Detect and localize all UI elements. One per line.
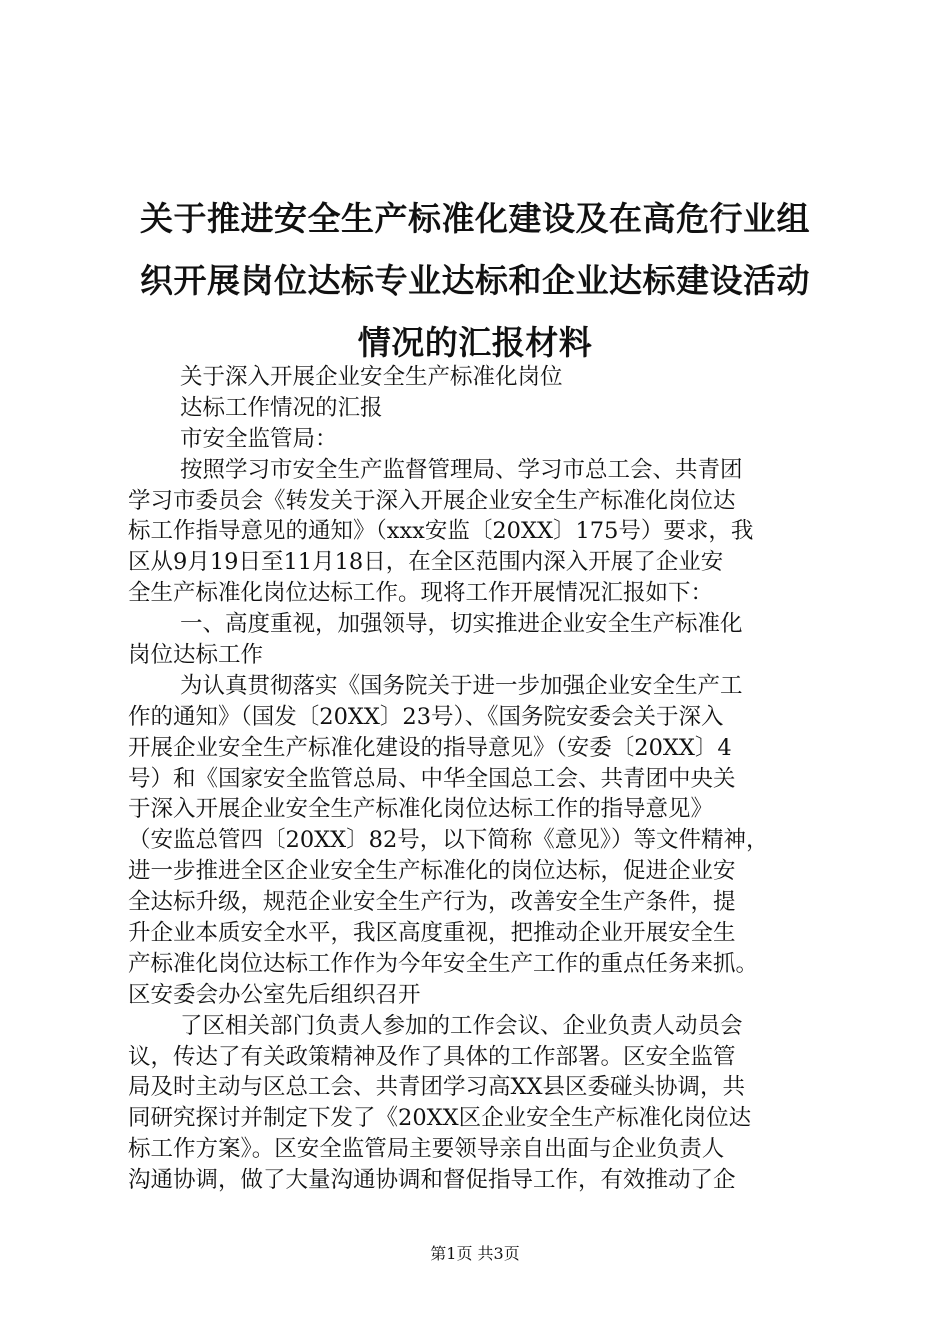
body-line: 市安全监管局：: [180, 425, 338, 452]
body-line: 区从9月19日至11月18日，在全区范围内深入开展了企业安: [128, 549, 724, 576]
body-line: 全生产标准化岗位达标工作。现将工作开展情况汇报如下：: [128, 580, 714, 607]
title-line: 关于推进安全生产标准化建设及在高危行业组: [140, 199, 810, 238]
body-line: 按照学习市安全生产监督管理局、学习市总工会、共青团: [180, 456, 743, 483]
body-line: 进一步推进全区企业安全生产标准化的岗位达标，促进企业安: [128, 858, 736, 885]
body-line: 标工作指导意见的通知》（xxx安监〔20XX〕175号）要求，我: [128, 518, 754, 545]
body-line: 于深入开展企业安全生产标准化岗位达标工作的指导意见》: [128, 796, 714, 823]
body-line: 岗位达标工作: [128, 642, 264, 669]
body-line: 号）和《国家安全监管总局、中华全国总工会、共青团中央关: [128, 765, 736, 792]
body-line: 升企业本质安全水平，我区高度重视，把推动企业开展安全生: [128, 920, 736, 947]
body-line: 了区相关部门负责人参加的工作会议、企业负责人动员会: [180, 1012, 743, 1039]
body-line: （安监总管四〔20XX〕82号，以下简称《意见》）等文件精神，: [128, 827, 769, 854]
page-footer: 第1页 共3页: [430, 1244, 520, 1263]
body-line: 标工作方案》。区安全监管局主要领导亲自出面与企业负责人: [128, 1136, 725, 1163]
title-line: 织开展岗位达标专业达标和企业达标建设活动: [140, 261, 810, 300]
body-line: 作的通知》（国发〔20XX〕23号）、《国务院安委会关于深入: [128, 703, 724, 730]
body-line: 区安委会办公室先后组织召开: [128, 981, 421, 1008]
title-line: 情况的汇报材料: [357, 323, 593, 362]
body-line: 沟通协调，做了大量沟通协调和督促指导工作，有效推动了企: [128, 1167, 736, 1194]
body-line: 产标准化岗位达标工作作为今年安全生产工作的重点任务来抓。: [128, 950, 759, 977]
body-line: 局及时主动与区总工会、共青团学习高XX县区委碰头协调，共: [128, 1074, 746, 1101]
body-line: 一、高度重视，加强领导，切实推进企业安全生产标准化: [180, 611, 743, 638]
body-line: 学习市委员会《转发关于深入开展企业安全生产标准化岗位达: [128, 487, 736, 514]
document-title: [100, 188, 850, 374]
document-body: [128, 362, 852, 1196]
body-line: 议，传达了有关政策精神及作了具体的工作部署。区安全监管: [128, 1043, 736, 1070]
body-line: 达标工作情况的汇报: [180, 394, 383, 421]
body-line: 为认真贯彻落实《国务院关于进一步加强企业安全生产工: [180, 672, 743, 699]
body-line: 开展企业安全生产标准化建设的指导意见》（安委〔20XX〕4: [128, 734, 732, 761]
body-line: 关于深入开展企业安全生产标准化岗位: [180, 364, 563, 390]
body-line: 全达标升级，规范企业安全生产行为，改善安全生产条件，提: [128, 889, 736, 916]
body-line: 同研究探讨并制定下发了《20XX区企业安全生产标准化岗位达: [128, 1105, 752, 1132]
